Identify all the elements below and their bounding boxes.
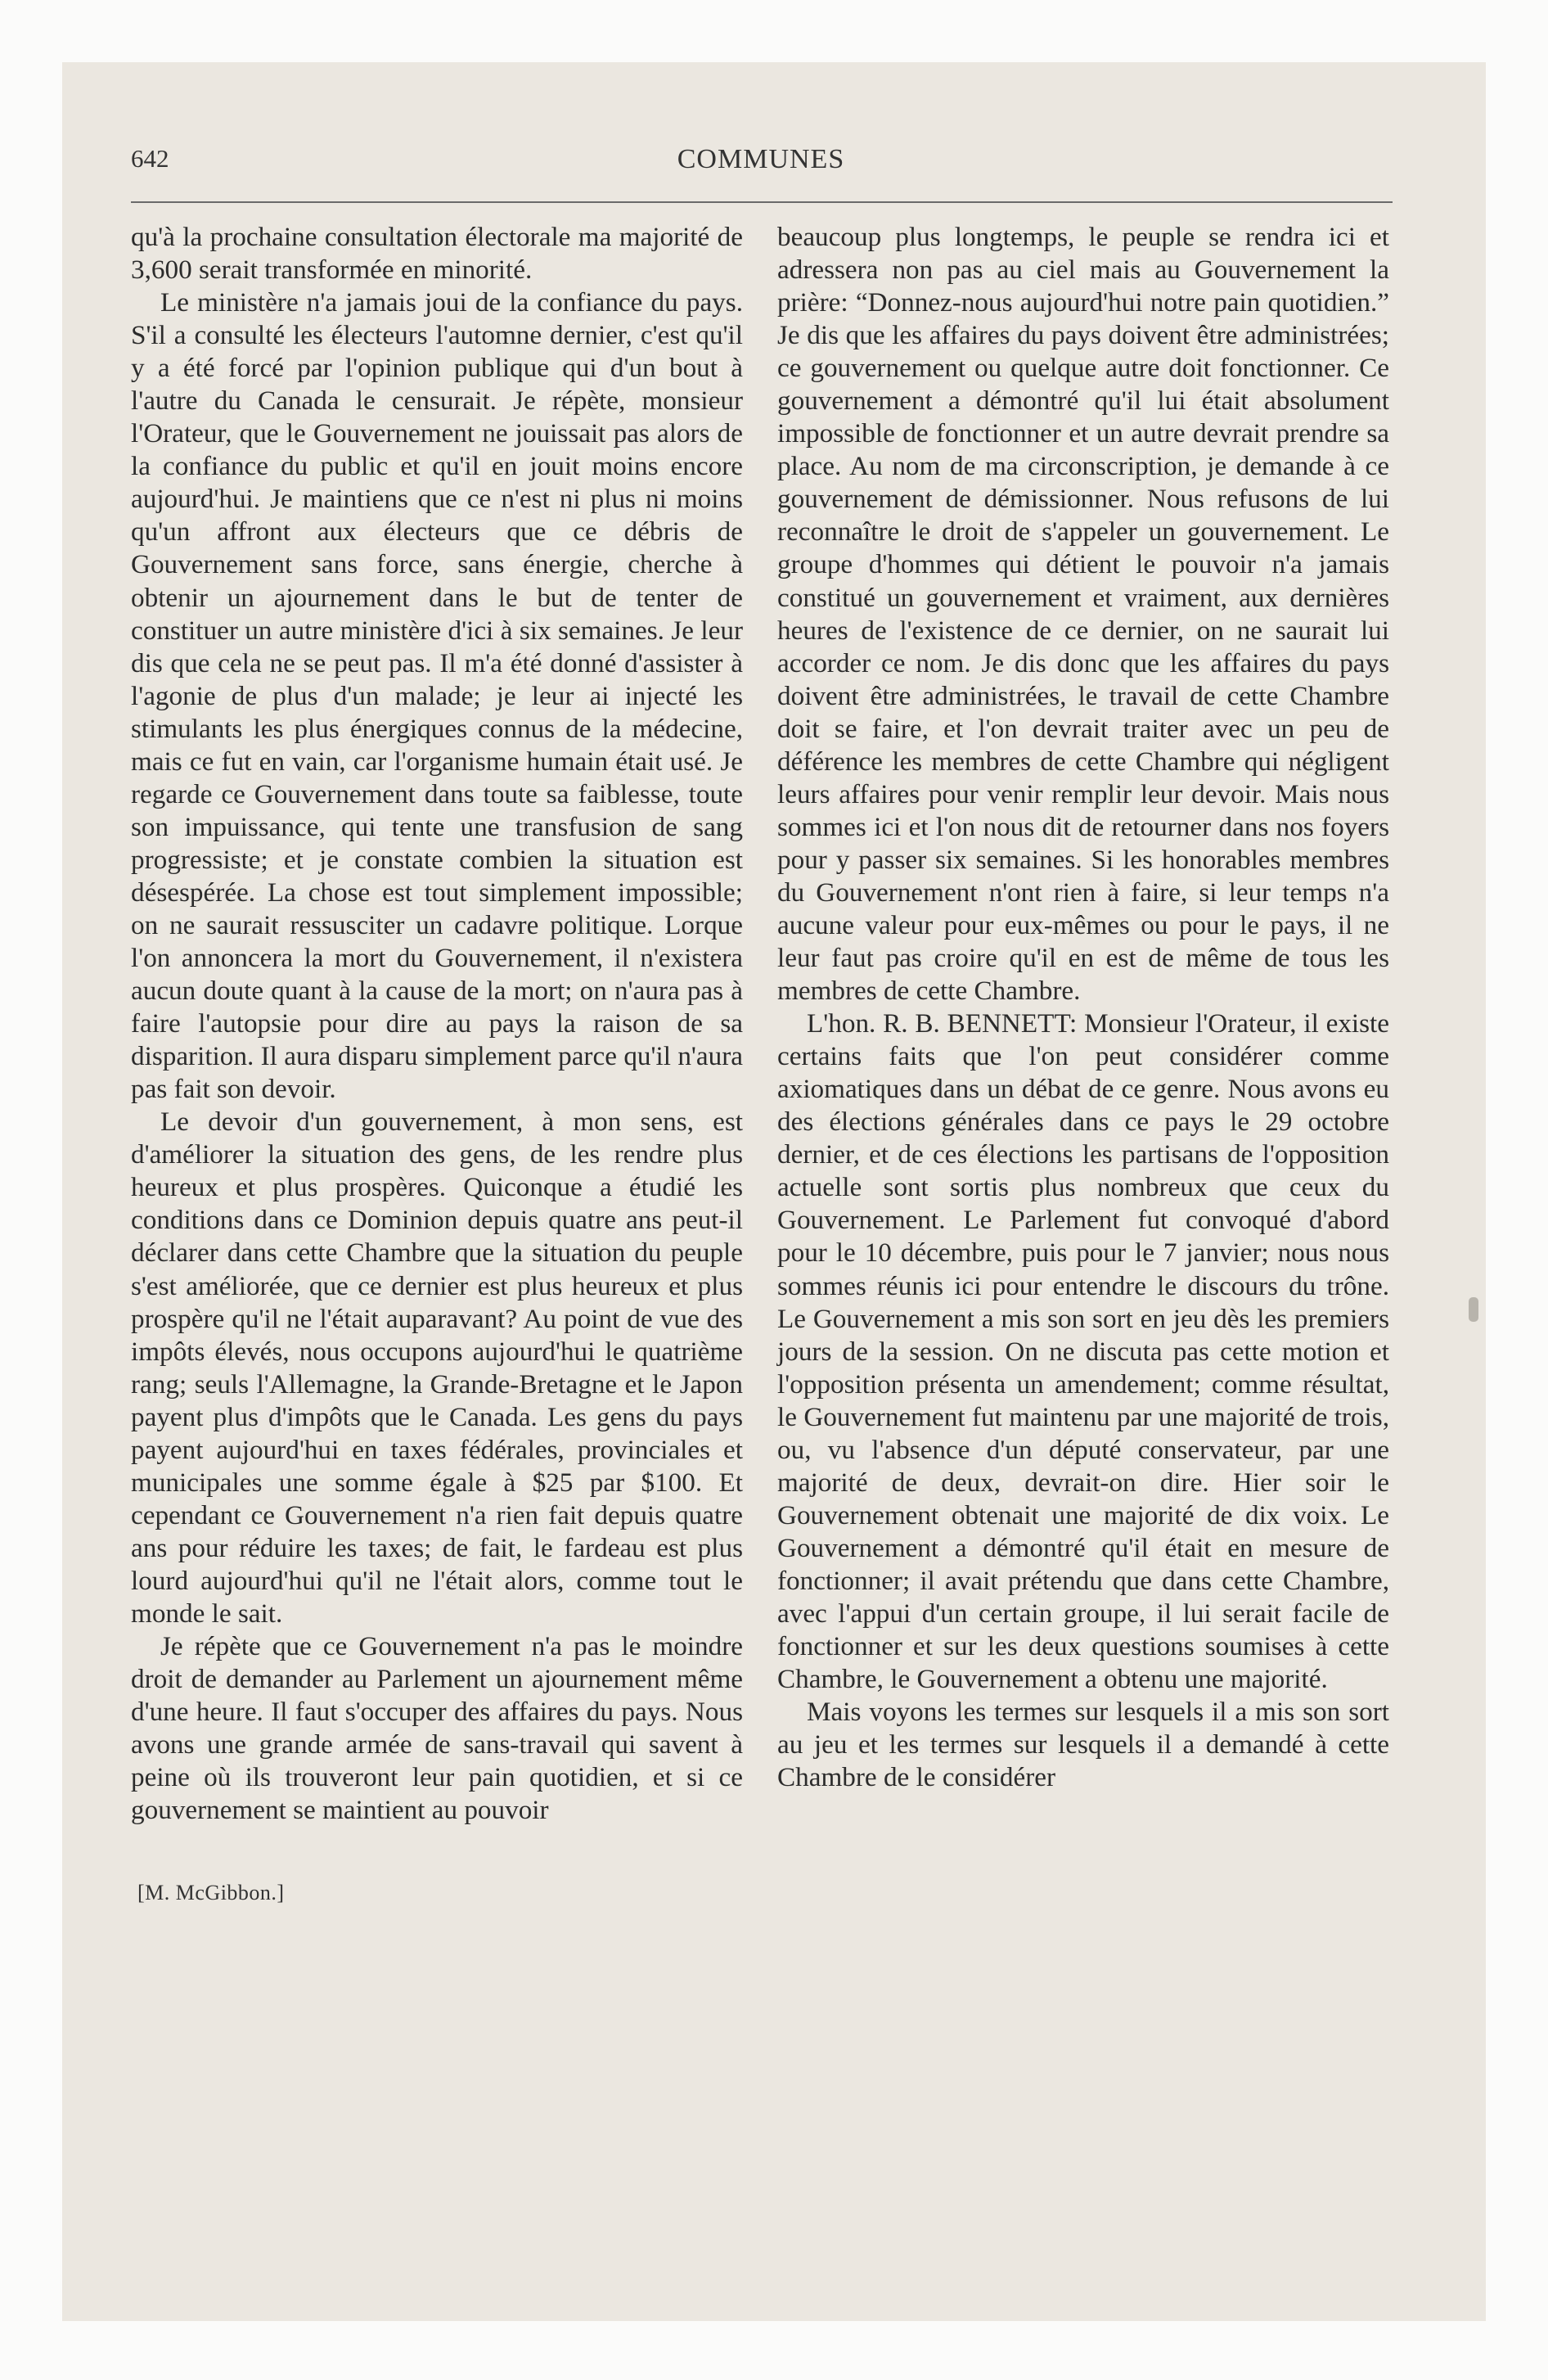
right-column xyxy=(777,221,1389,1794)
page-number: 642 xyxy=(131,144,169,173)
paragraph: Je répète que ce Gouvernement n'a pas le moindre droit de demander au Parlement un ajournement même d'une heure. Il faut s'occuper des affaires du pays. Nous avons une grande armée de sans-travail qui savent à peine où ils trouveront leur pain quotidien, et si ce gouvernement se maintient au pouvoir xyxy=(131,1631,743,1826)
paragraph: L'hon. R. B. BENNETT: Monsieur l'Orateur, il existe certains faits que l'on peut considérer comme axiomatiques dans un débat de ce genre. Nous avons eu des élections générales dans ce pays le 29 octobre dernier, et de ces élections les partisans de l'opposition actuelle sont sortis plus nombreux que ceux du Gouvernement. Le Parlement fut convoqué d'abord pour le 10 décembre, puis pour le 7 janvier; nous nous sommes réunis ici pour entendre le discours du trône. Le Gouvernement a mis son sort en jeu dès les premiers jours de la session. On ne discuta pas cette motion et l'opposition présenta un amendement; comme résultat, le Gouvernement fut maintenu par une majorité de trois, ou, vu l'absence d'un député conservateur, par une majorité de deux, devrait-on dire. Hier soir le Gouvernement obtenait une majorité de dix voix. Le Gouvernement a démontré qu'il était en mesure de fonctionner; il avait prétendu que dans cette Chambre, avec l'appui d'un certain groupe, il lui serait facile de fonctionner et sur les deux questions soumises à cette Chambre, le Gouvernement a obtenu une majorité. xyxy=(777,1008,1389,1695)
paragraph: beaucoup plus longtemps, le peuple se rendra ici et adressera non pas au ciel mais au Gouvernement la prière: “Donnez-nous aujourd'hui notre pain quotidien.” Je dis que les affaires du pays doivent être administrées; ce gouvernement ou quelque autre doit fonctionner. Ce gouvernement a démontré qu'il lui était absolument impossible de fonctionner et un autre devrait prendre sa place. Au nom de ma circonscription, je demande à ce gouvernement de démissionner. Nous refusons de lui reconnaître le droit de s'appeler un gouvernement. Le groupe d'hommes qui détient le pouvoir n'a jamais constitué un gouvernement et vraiment, aux dernières heures de l'existence de ce dernier, on ne saurait lui accorder ce nom. Je dis donc que les affaires du pays doivent être administrées, le travail de cette Chambre doit se faire, et l'on devrait traiter avec un peu de déférence les membres de cette Chambre qui négligent leurs affaires pour venir remplir leur devoir. Mais nous sommes ici et l'on nous dit de retourner dans nos foyers pour y passer six semaines. Si les honorables membres du Gouvernement n'ont rien à faire, si leur temps n'a aucune valeur pour eux-mêmes ou pour le pays, il ne leur faut pas croire qu'il en est de même de tous les membres de cette Chambre. xyxy=(777,222,1389,1007)
running-head: COMMUNES xyxy=(677,144,845,174)
paragraph: Mais voyons les termes sur lesquels il a mis son sort au jeu et les termes sur lesquels il a demandé à cette Chambre de le considérer xyxy=(777,1697,1389,1793)
left-column xyxy=(131,221,743,1827)
scan-artifact xyxy=(1469,1297,1478,1322)
paragraph: Le ministère n'a jamais joui de la confiance du pays. S'il a consulté les électeurs l'automne dernier, c'est qu'il y a été forcé par l'opinion publique qui d'un bout à l'autre du Canada le censurait. Je répète, monsieur l'Orateur, que le Gouvernement ne jouissait pas alors de la confiance du public et qu'il en jouit moins encore aujourd'hui. Je maintiens que ce n'est ni plus ni moins qu'un affront aux électeurs que ce débris de Gouvernement sans force, sans énergie, cherche à obtenir un ajournement dans le but de tenter de constituer un autre ministère d'ici à six semaines. Je leur dis que cela ne se peut pas. Il m'a été donné d'assister à l'agonie de plus d'un malade; je leur ai injecté les stimulants les plus énergiques connus de la médecine, mais ce fut en vain, car l'organisme humain était usé. Je regarde ce Gouvernement dans toute sa faiblesse, toute son impuissance, qui tente une transfusion de sang progressiste; et je constate combien la situation est désespérée. La chose est tout simplement impossible; on ne saurait ressusciter un cadavre politique. Lorque l'on annoncera la mort du Gouvernement, il n'existera aucun doute quant à la cause de la mort; on n'aura pas à faire l'autopsie pour dire au pays la raison de sa disparition. Il aura disparu simplement parce qu'il n'aura pas fait son devoir. xyxy=(131,287,743,1105)
paragraph: Le devoir d'un gouvernement, à mon sens, est d'améliorer la situation des gens, de les rendre plus heureux et plus prospères. Quiconque a étudié les conditions dans ce Dominion depuis quatre ans peut-il déclarer dans cette Chambre que la situation du peuple s'est améliorée, que ce dernier est plus heureux et plus prospère qu'il ne l'était auparavant? Au point de vue des impôts élevés, nous occupons aujourd'hui le quatrième rang; seuls l'Allemagne, la Grande-Bretagne et le Japon payent plus d'impôts que le Canada. Les gens du pays payent aujourd'hui en taxes fédérales, provinciales et municipales une somme égale à $25 par $100. Et cependant ce Gouvernement n'a rien fait depuis quatre ans pour réduire les taxes; de fait, le fardeau est plus lourd aujourd'hui qu'il ne l'était alors, comme tout le monde le sait. xyxy=(131,1107,743,1629)
speaker-signature: [M. McGibbon.] xyxy=(137,1881,285,1904)
header-rule xyxy=(131,201,1393,203)
page-header xyxy=(131,144,1391,185)
paragraph: qu'à la prochaine consultation électorale ma majorité de 3,600 serait transformée en minorité. xyxy=(131,222,743,286)
